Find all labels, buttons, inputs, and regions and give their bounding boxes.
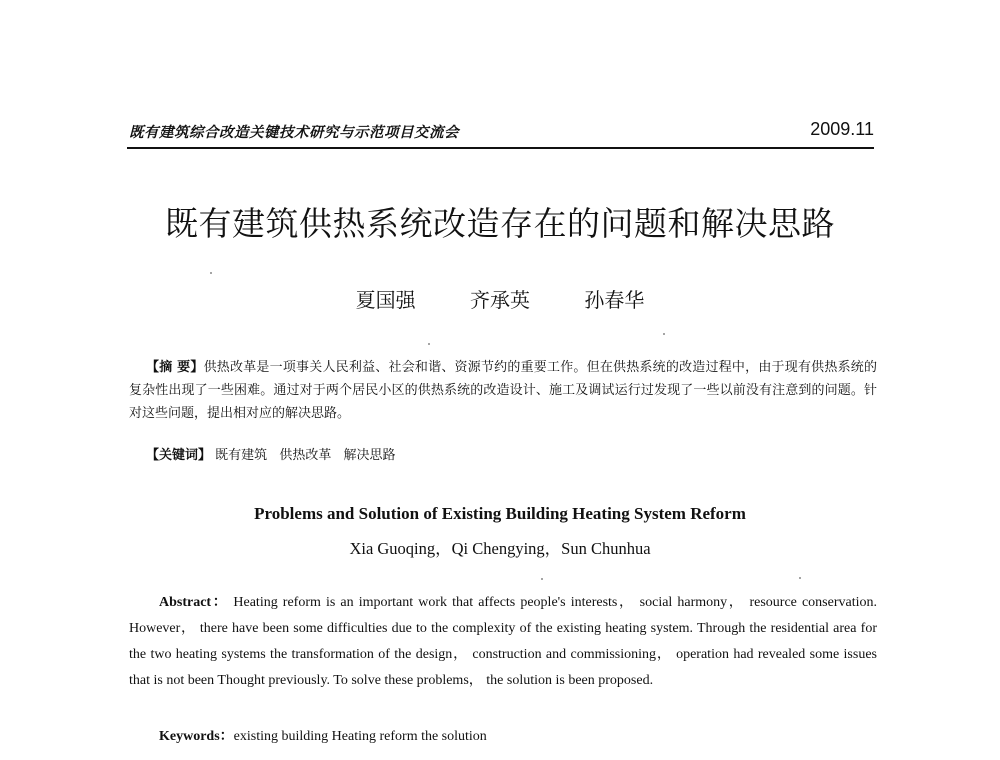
issue-date: 2009.11 — [810, 119, 874, 139]
keywords-en — [159, 725, 487, 745]
author-cn: 孙春华 — [584, 288, 645, 312]
paper-title-cn: 既有建筑供热系统改造存在的问题和解决思路 — [165, 204, 835, 243]
scan-speck — [799, 577, 801, 579]
keywords-cn-label: 【关键词】 — [146, 448, 212, 463]
authors-cn — [0, 284, 1000, 313]
running-header — [127, 121, 874, 149]
abstract-cn-label: 【摘 要】 — [146, 360, 204, 375]
scan-speck — [428, 343, 430, 345]
abstract-cn — [129, 356, 877, 425]
conference-name: 既有建筑综合改造关键技术研究与示范项目交流会 — [129, 124, 459, 141]
keywords-en-label: Keywords： — [159, 729, 234, 744]
scan-speck — [541, 578, 543, 580]
scan-speck — [663, 333, 665, 335]
keywords-en-text: existing building Heating reform the solution — [233, 729, 487, 744]
author-cn: 齐承英 — [470, 288, 530, 312]
paper-title-en: Problems and Solution of Existing Building Heating System Reform — [254, 504, 746, 523]
abstract-en — [129, 590, 877, 694]
abstract-en-label: Abstract： — [159, 595, 229, 610]
abstract-cn-text: 供热改革是一项事关人民利益、社会和谐、资源节约的重要工作。但在供热系统的改造过程中，由于现有供热系统的复杂性出现了一些困难。通过对于两个居民小区的供热系统的改造设计、施工及调试运行过发现了一些以前没有注意到的问题。针对这些问题，提出相对应的解决思路。 — [129, 360, 877, 421]
authors-en: Xia Guoqing，Qi Chengying，Sun Chunhua — [349, 539, 651, 558]
author-cn: 夏国强 — [355, 288, 416, 312]
scan-speck — [210, 272, 212, 274]
keyword-cn: 既有建筑 — [215, 448, 268, 463]
keyword-cn: 供热改革 — [279, 448, 332, 463]
keyword-cn: 解决思路 — [343, 448, 396, 463]
abstract-en-text: Heating reform is an important work that affects people's interests， social harmony， resource conservation. However， there have been some difficulties due to the complexity of the existing heating system. Through the residential area for the two heating systems the transformation of the design， construction and commissioning， operation had revealed some issues that is not been Thought previously. To solve these problems， the solution is been proposed. — [129, 595, 877, 688]
keywords-cn — [146, 444, 403, 463]
